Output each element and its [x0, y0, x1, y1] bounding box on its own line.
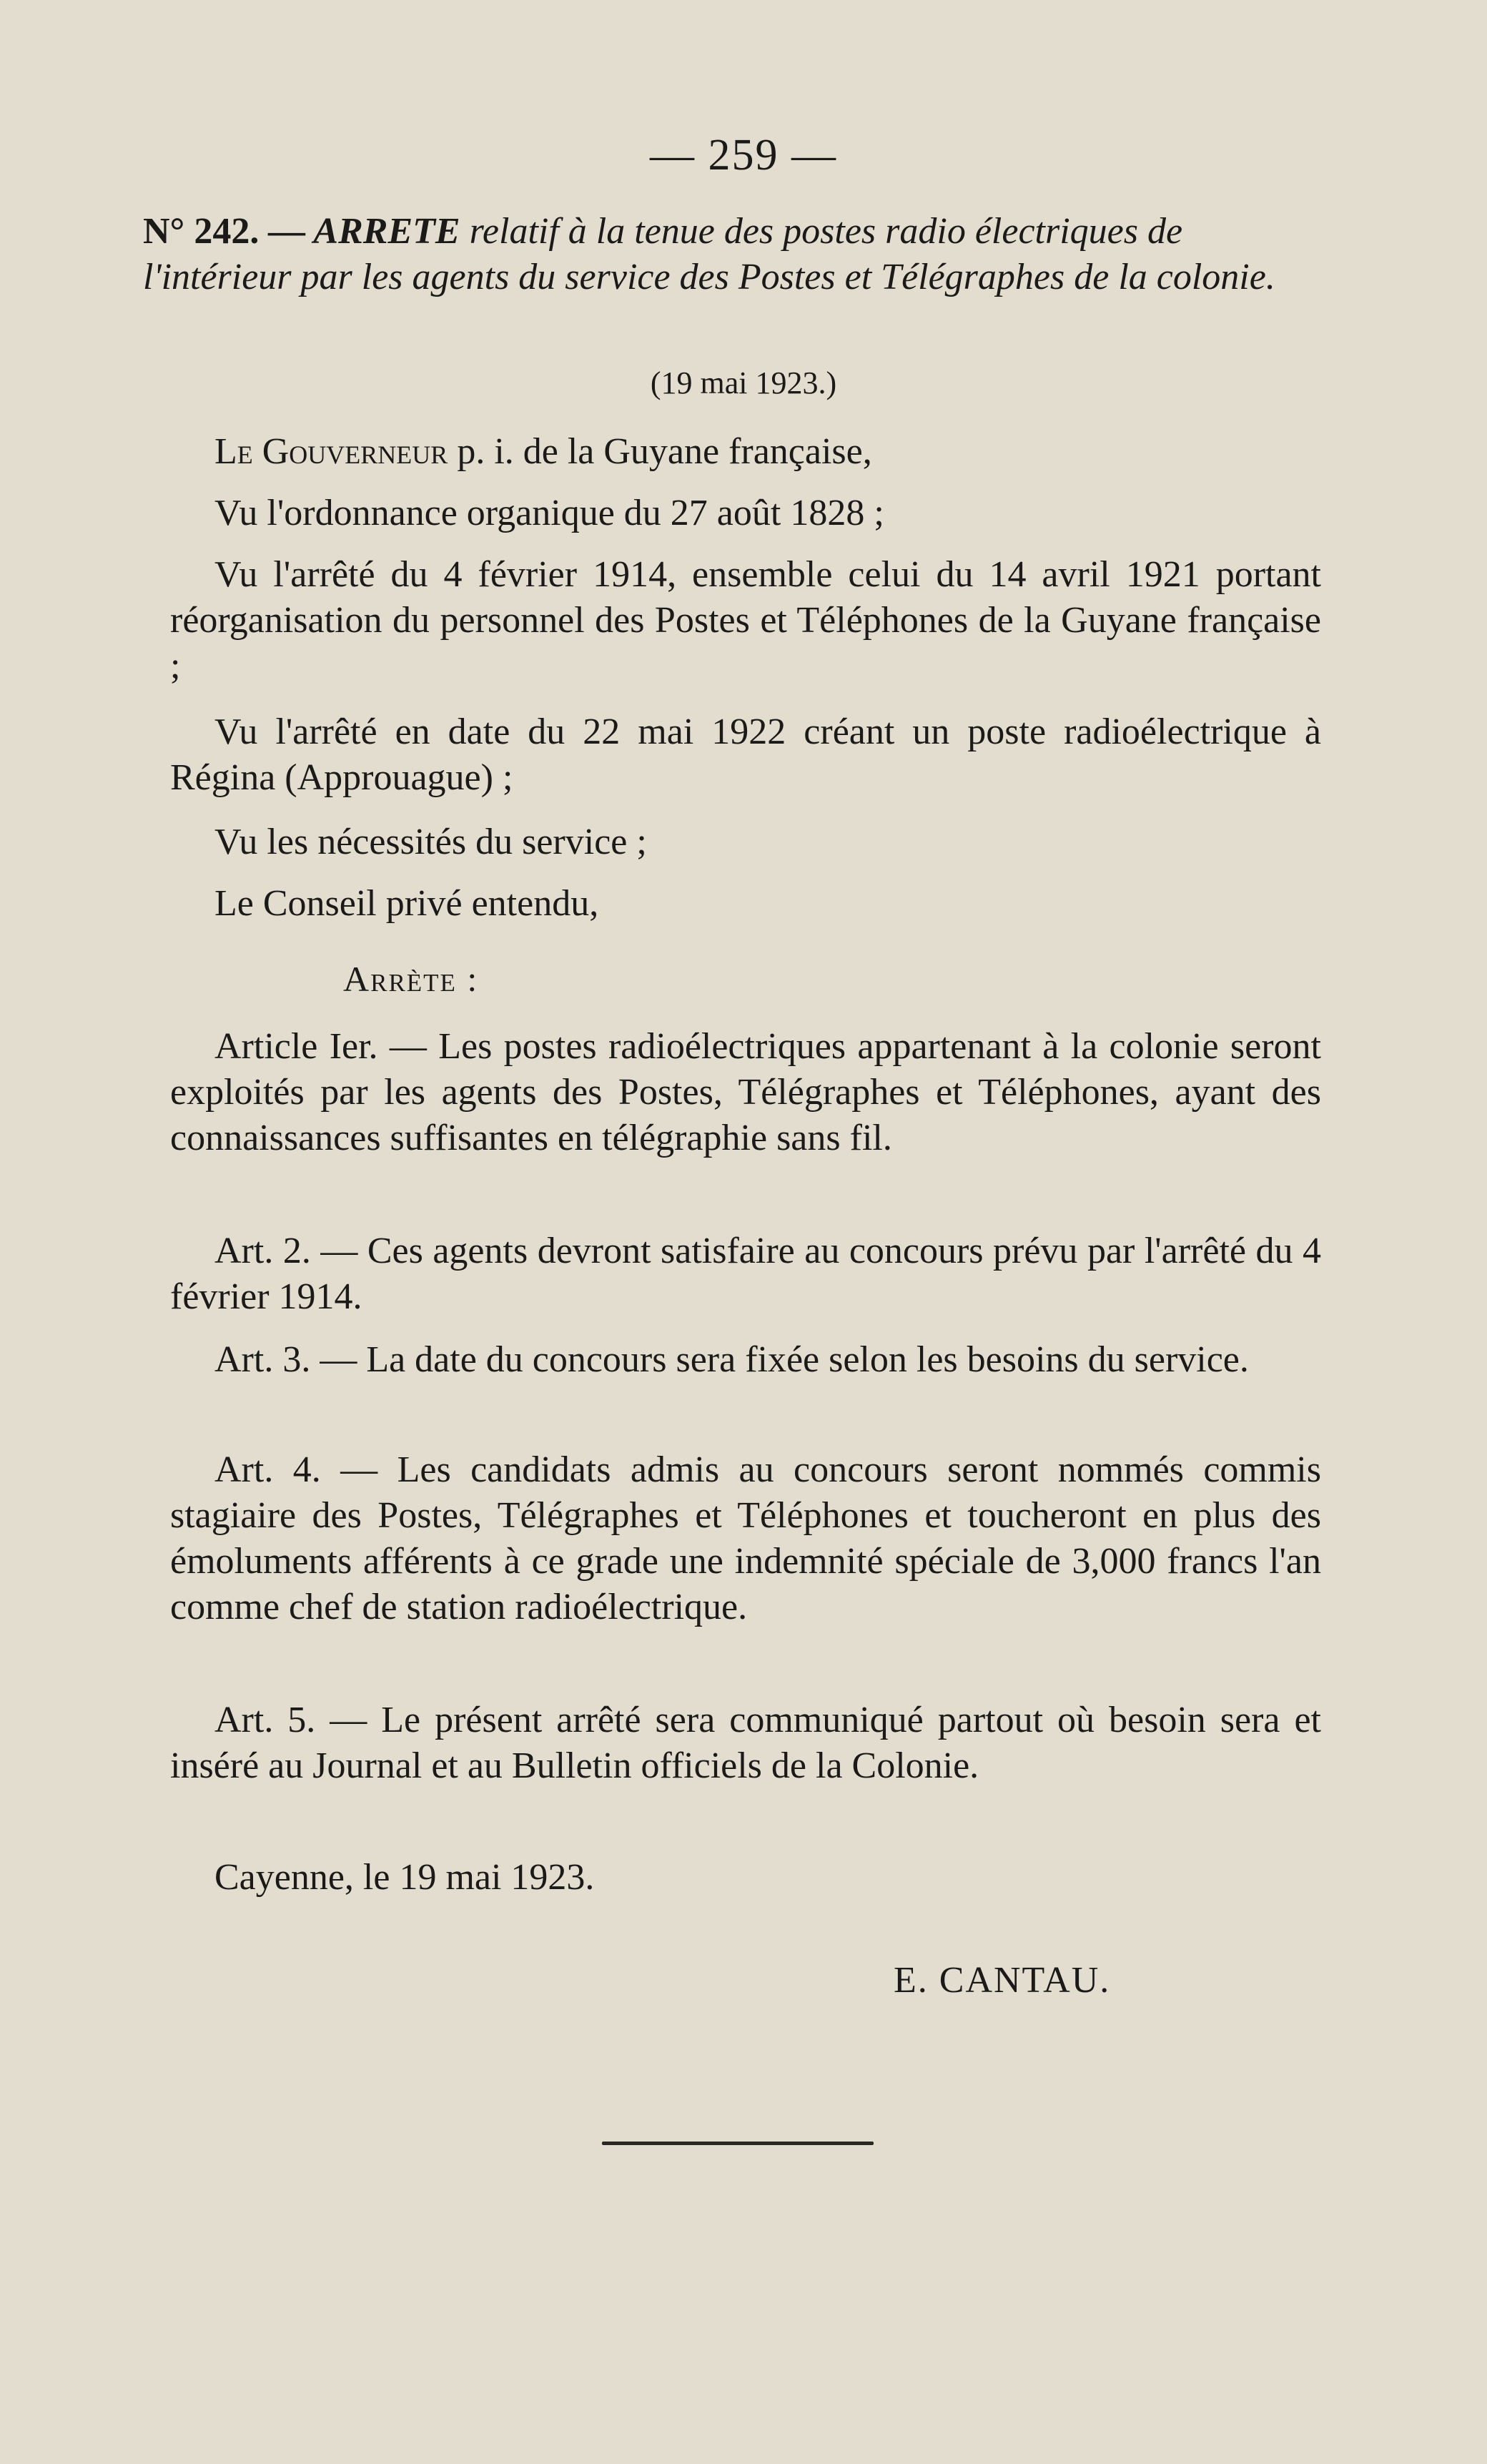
gouverneur-title: Le Gouverneur	[214, 431, 448, 472]
decree-title: relatif à la tenue des postes radio électriques de l'intérieur par les agents du service des Postes et Télégraphes de la colonie.	[143, 211, 1275, 297]
closing-place-date: Cayenne, le 19 mai 1923.	[214, 1857, 595, 1898]
article-3: Art. 3. — La date du concours sera fixée selon les besoins du service.	[214, 1339, 1249, 1380]
decree-heading	[143, 209, 1323, 300]
arrete-label: Arrète :	[343, 959, 479, 999]
article-2: Art. 2. — Ces agents devront satisfaire au concours prévu par l'arrêté du 4 février 1914.	[170, 1231, 1321, 1317]
article-5: Art. 5. — Le présent arrêté sera communiqué partout où besoin sera et inséré au Journal et au Bulletin officiels de la Colonie.	[170, 1700, 1321, 1786]
decree-number: N° 242.	[143, 211, 260, 252]
closing-rule	[602, 2142, 874, 2145]
vu-paragraph-1: Vu l'ordonnance organique du 27 août 1828 ;	[214, 493, 884, 533]
article-4: Art. 4. — Les candidats admis au concours seront nommés commis stagiaire des Postes, Télégraphes et Téléphones et toucheront en plus des émoluments afférents à ce grade une indemnité spéciale de 3,000 francs l'an comme chef de station radioélectrique.	[170, 1449, 1321, 1627]
article-1: Article Ier. — Les postes radioélectriques appartenant à la colonie seront exploités par les agents des Postes, Télégraphes et Téléphones, ayant des connaissances suffisantes en télégraphie sans fil.	[170, 1026, 1321, 1158]
conseil-line: Le Conseil privé entendu,	[214, 883, 599, 924]
decree-date: (19 mai 1923.)	[650, 365, 837, 400]
vu-paragraph-4: Vu les nécessités du service ;	[214, 822, 647, 862]
gouverneur-rest: p. i. de la Guyane française,	[448, 431, 872, 472]
signature: E. CANTAU.	[894, 1960, 1111, 2001]
vu-paragraph-3: Vu l'arrêté en date du 22 mai 1922 créant un poste radioélectrique à Régina (Approuague) ;	[170, 711, 1321, 798]
gouverneur-line	[170, 429, 1321, 475]
decree-lead: — ARRETE	[268, 211, 460, 252]
vu-paragraph-2: Vu l'arrêté du 4 février 1914, ensemble celui du 14 avril 1921 portant réorganisation du personnel des Postes et Téléphones de la Guyane française ;	[170, 554, 1321, 686]
page-number: — 259 —	[650, 131, 837, 179]
